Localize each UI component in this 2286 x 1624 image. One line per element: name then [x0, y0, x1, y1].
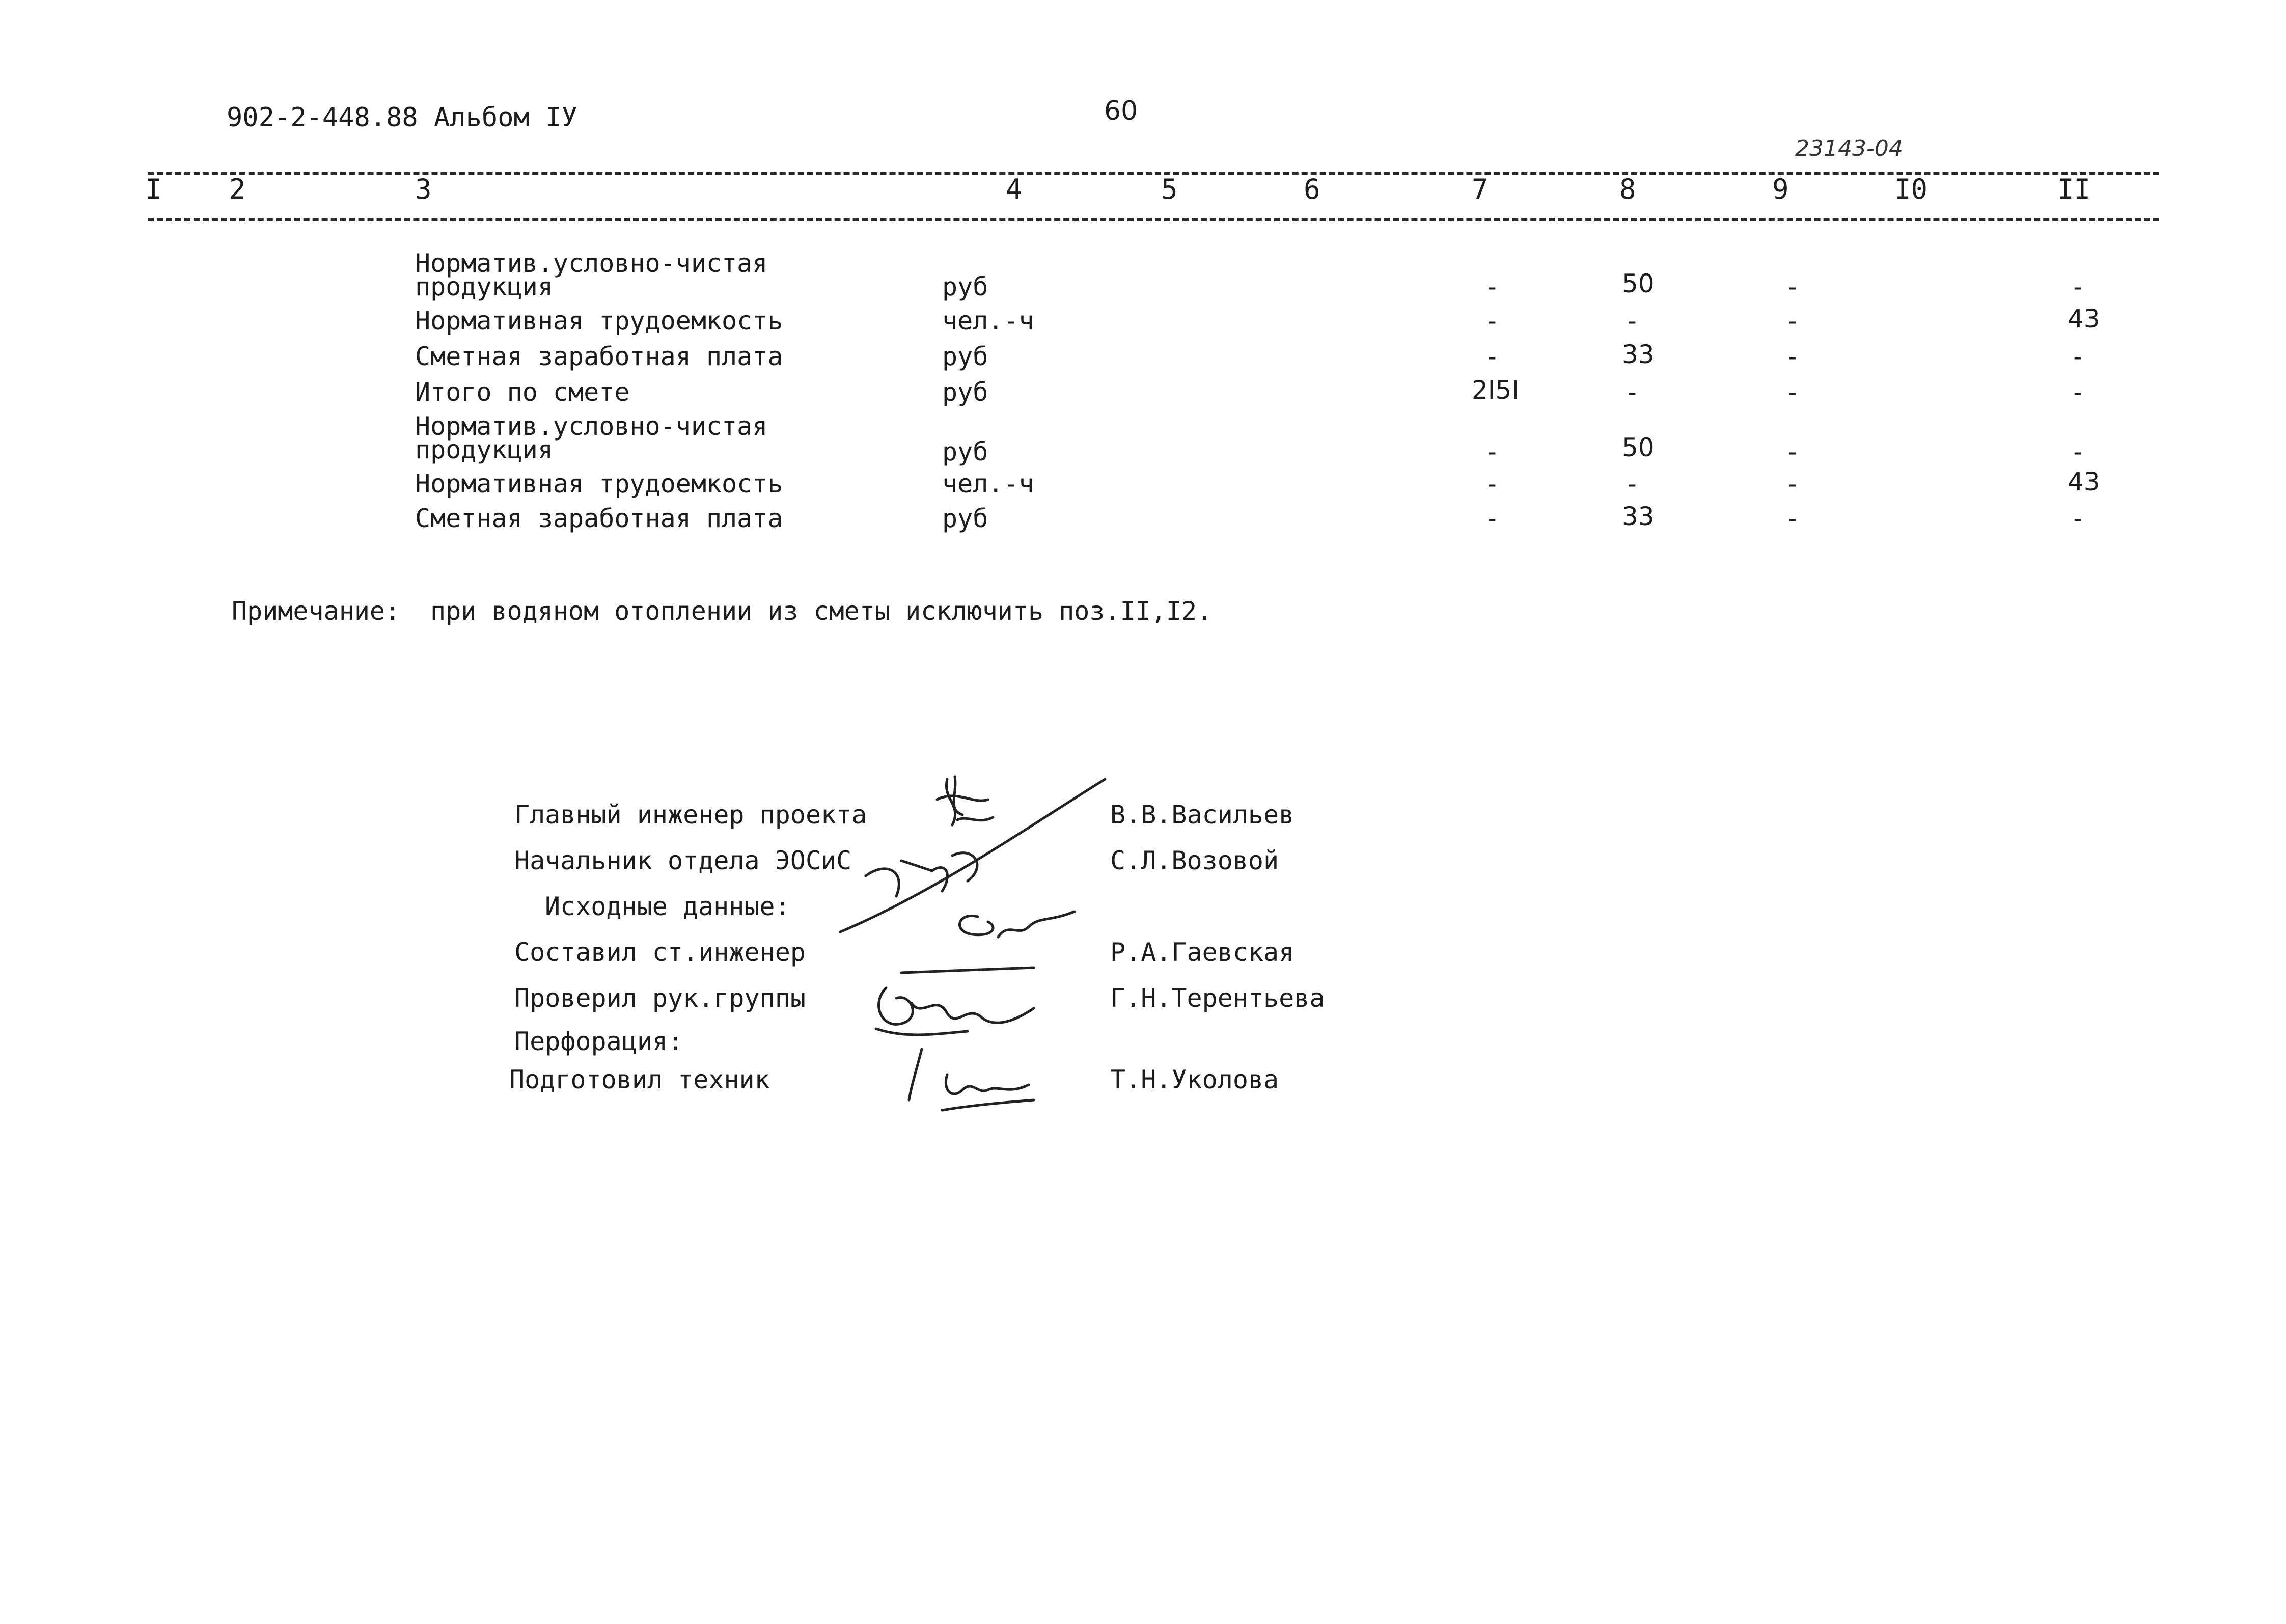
note-label: Примечание:	[232, 596, 401, 626]
column-number-10: I0	[1894, 173, 1928, 205]
row-name-line1: Норматив.условно-чистая	[415, 249, 768, 278]
signature-role: Проверил рук.группы	[514, 983, 806, 1013]
column-number-6: 6	[1304, 173, 1320, 205]
row-col11: 43	[2068, 304, 2100, 334]
column-number-5: 5	[1161, 173, 1178, 205]
signature-person: С.Л.Возовой	[1110, 846, 1279, 875]
signature-person: В.В.Васильев	[1110, 800, 1295, 830]
row-col7: 2I5I	[1472, 375, 1520, 405]
column-number-2: 2	[229, 173, 246, 205]
row-col11: 43	[2068, 467, 2100, 497]
note-text: при водяном отоплении из сметы исключить поз.II,I2.	[430, 596, 1213, 626]
row-unit: руб	[942, 504, 988, 533]
row-col11: -	[2070, 377, 2086, 407]
row-unit: руб	[942, 272, 988, 301]
handwritten-signature-compiler	[896, 906, 1100, 983]
handwritten-signature-group-leader	[866, 973, 1049, 1049]
row-col9: -	[1785, 377, 1801, 407]
handwritten-reference: 23143-04	[1795, 135, 1903, 161]
row-unit: чел.-ч	[942, 469, 1034, 499]
table-row	[0, 340, 2286, 379]
signature-role: Начальник отдела ЭОСиС	[514, 846, 852, 875]
signature-section-label: Исходные данные:	[545, 892, 790, 921]
row-unit: руб	[942, 377, 988, 407]
row-name-line1: Итого по смете	[415, 377, 630, 407]
row-col8: 50	[1622, 269, 1655, 298]
row-col8: -	[1624, 469, 1640, 499]
signature-person: Р.А.Гаевская	[1110, 938, 1295, 967]
row-col7: -	[1484, 504, 1500, 533]
table-row	[0, 304, 2286, 344]
column-number-4: 4	[1006, 173, 1023, 205]
row-unit: руб	[942, 342, 988, 371]
row-col11: -	[2070, 272, 2086, 301]
row-col8: 50	[1622, 433, 1655, 462]
row-name-line2: продукция	[415, 272, 553, 301]
signature-person: Т.Н.Уколова	[1110, 1065, 1279, 1094]
row-col8: 33	[1622, 340, 1655, 369]
row-col7: -	[1484, 272, 1500, 301]
table-row	[0, 249, 2286, 301]
row-unit: руб	[942, 437, 988, 466]
table-row	[0, 411, 2286, 466]
row-col9: -	[1785, 306, 1801, 336]
row-col8: 33	[1622, 502, 1655, 531]
row-unit: чел.-ч	[942, 306, 1034, 336]
row-col7: -	[1484, 437, 1500, 466]
row-col11: -	[2070, 342, 2086, 371]
column-number-3: 3	[415, 173, 432, 205]
row-col9: -	[1785, 272, 1801, 301]
row-name-line1: Нормативная трудоемкость	[415, 469, 783, 499]
row-col9: -	[1785, 469, 1801, 499]
row-col9: -	[1785, 504, 1801, 533]
row-col7: -	[1484, 342, 1500, 371]
handwritten-signature-technician	[901, 1044, 1044, 1120]
row-col7: -	[1484, 469, 1500, 499]
signature-role: Главный инженер проекта	[514, 800, 867, 830]
row-name-line2: продукция	[415, 435, 553, 464]
column-number-11: II	[2057, 173, 2091, 205]
document-code: 902-2-448.88 Альбом IУ	[227, 102, 577, 133]
column-number-9: 9	[1772, 173, 1789, 205]
row-name-line1: Нормативная трудоемкость	[415, 306, 783, 336]
column-number-1: I	[145, 173, 162, 205]
table-row	[0, 467, 2286, 507]
row-col9: -	[1785, 342, 1801, 371]
row-name-line1: Сметная заработная плата	[415, 342, 783, 371]
row-name-line1: Сметная заработная плата	[415, 504, 783, 533]
row-name-line1: Норматив.условно-чистая	[415, 411, 768, 441]
row-col9: -	[1785, 437, 1801, 466]
signature-section-label: Перфорация:	[514, 1027, 683, 1056]
table-row	[0, 502, 2286, 541]
row-col8: -	[1624, 377, 1640, 407]
signature-person: Г.Н.Терентьева	[1110, 983, 1325, 1013]
signature-role: Составил ст.инженер	[514, 938, 806, 967]
signature-role: Подготовил техник	[509, 1065, 770, 1094]
table-row	[0, 375, 2286, 415]
row-col8: -	[1624, 306, 1640, 336]
row-col7: -	[1484, 306, 1500, 336]
row-col11: -	[2070, 437, 2086, 466]
page-number: 60	[1104, 96, 1138, 126]
header-bottom-rule	[148, 218, 2159, 221]
column-number-8: 8	[1619, 173, 1636, 205]
row-col11: -	[2070, 504, 2086, 533]
column-number-7: 7	[1472, 173, 1489, 205]
header-top-rule	[148, 172, 2159, 175]
